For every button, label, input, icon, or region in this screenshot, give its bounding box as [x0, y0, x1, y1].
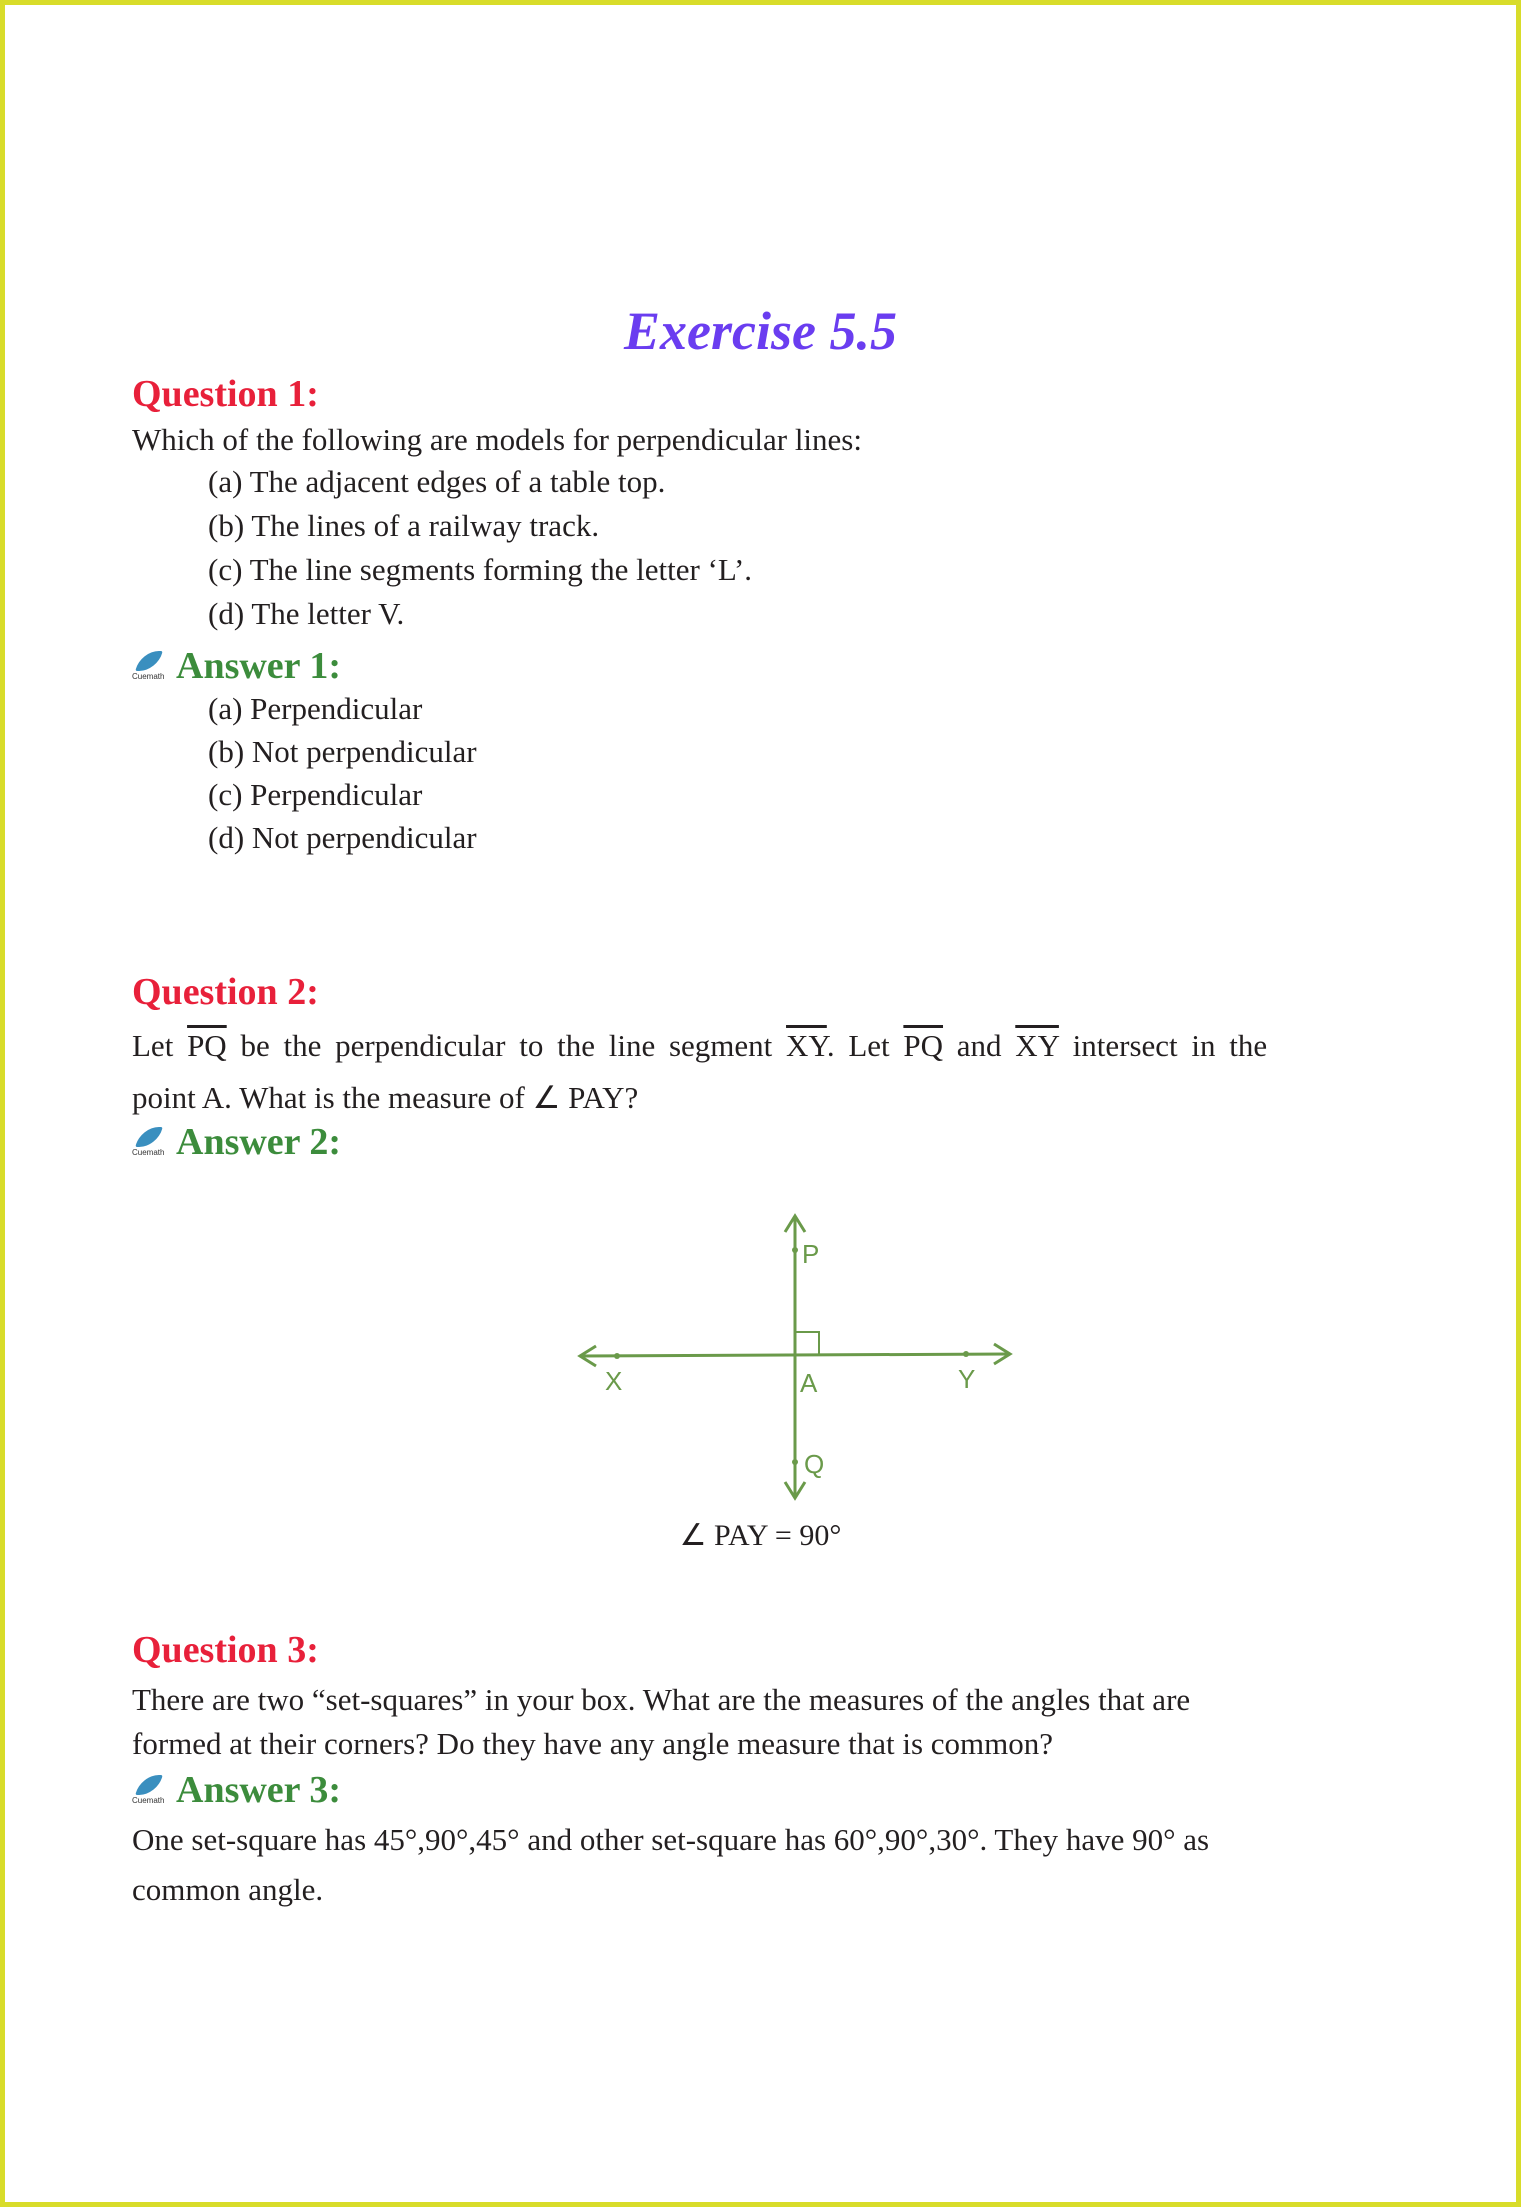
segment-xy: $\overline{XY}$: [1015, 1028, 1059, 1063]
question-1-option: (c) The line segments forming the letter ‘L’.: [208, 552, 753, 587]
logo-icon: Cuemath: [132, 1127, 166, 1157]
answer-3-text-line2: common angle.: [132, 1872, 324, 1907]
segment-xy: $\overline{XY}$: [786, 1028, 827, 1063]
answer-1-item: (b) Not perpendicular: [208, 734, 477, 769]
answer-1-label: Answer 1:: [176, 645, 342, 687]
question-1-text: Which of the following are models for perpendicular lines:: [132, 422, 862, 457]
question-2-text-line2: point A. What is the measure of ∠ PAY?: [132, 1080, 639, 1115]
question-2-heading: Question 2:: [132, 971, 319, 1013]
answer-3-text-line1: One set-square has 45°,90°,45° and other set-square has 60°,90°,30°. They have 90° as: [132, 1822, 1210, 1857]
answer-1-item: (c) Perpendicular: [208, 777, 423, 812]
segment-pq: $\overline{PQ}$: [903, 1028, 944, 1063]
question-2-text-line1: Let $\overline{PQ}$ be the perpendicular to the line segment $\overline{XY}$. Let $\overline{PQ}$ and $\overline{XY}$ intersect in the: [132, 1028, 1268, 1063]
question-1-heading: Question 1:: [132, 373, 319, 415]
question-1-option: (a) The adjacent edges of a table top.: [208, 464, 666, 499]
answer-2-caption: ∠ PAY = 90°: [679, 1519, 842, 1552]
answer-2-label: Answer 2:: [176, 1121, 342, 1163]
logo-icon: Cuemath: [132, 1775, 166, 1805]
label-q: Q: [804, 1449, 825, 1479]
label-y: Y: [958, 1364, 976, 1394]
answer-1-heading: [132, 644, 341, 688]
label-x: X: [605, 1366, 623, 1396]
question-1-option: (b) The lines of a railway track.: [208, 508, 600, 543]
perpendicular-lines-diagram: [560, 1190, 1030, 1510]
answer-1-item: (d) Not perpendicular: [208, 820, 477, 855]
logo-icon: Cuemath: [132, 651, 166, 681]
answer-2-heading: [132, 1120, 341, 1164]
question-3-text-line1: There are two “set-squares” in your box. What are the measures of the angles that are: [132, 1682, 1191, 1717]
label-p: P: [802, 1239, 820, 1269]
segment-pq: $\overline{PQ}$: [187, 1028, 227, 1063]
question-1-option: (d) The letter V.: [208, 596, 405, 631]
answer-3-label: Answer 3:: [176, 1769, 342, 1811]
question-3-heading: Question 3:: [132, 1629, 319, 1671]
page-title: Exercise 5.5: [624, 301, 897, 361]
label-a: A: [800, 1368, 818, 1398]
answer-3-heading: [132, 1768, 341, 1812]
question-3-text-line2: formed at their corners? Do they have any angle measure that is common?: [132, 1726, 1054, 1761]
answer-1-item: (a) Perpendicular: [208, 691, 423, 726]
